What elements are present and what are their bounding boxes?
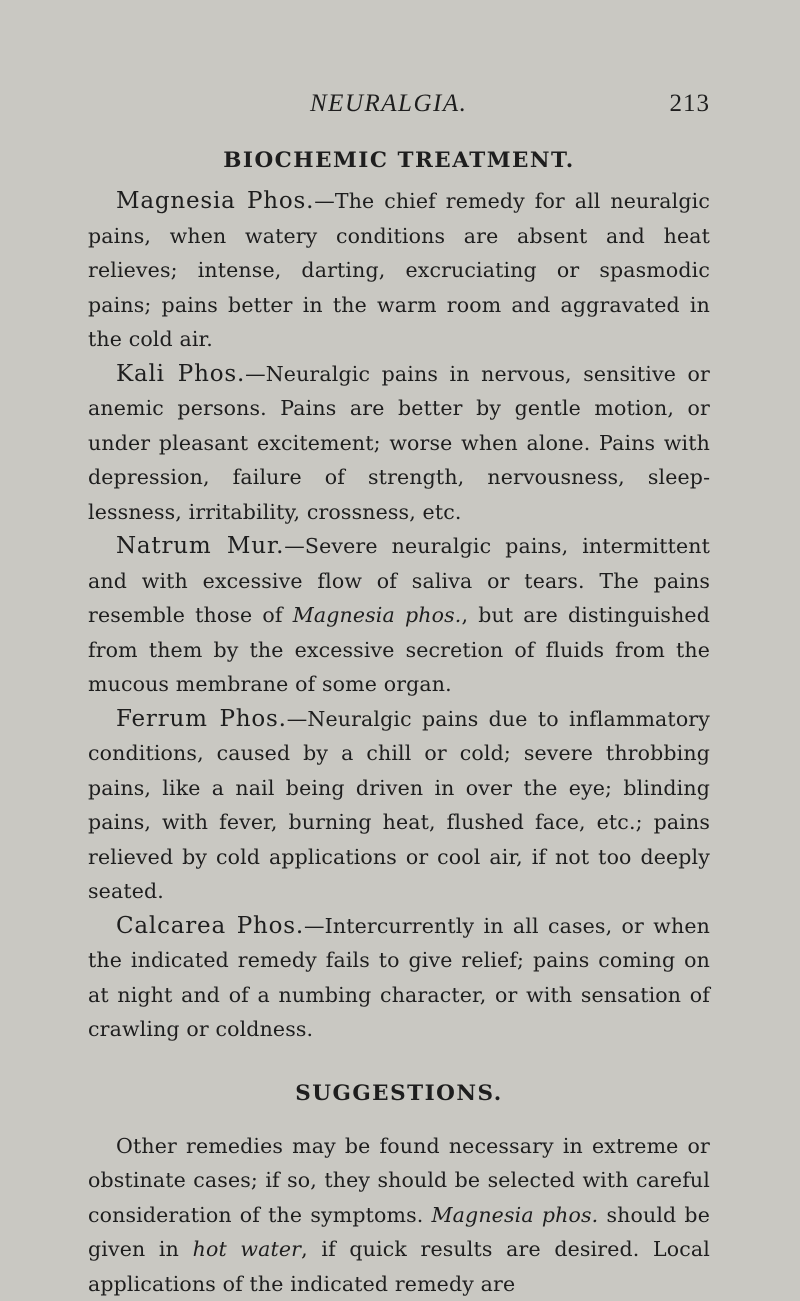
remedy-name: Magnesia Phos. [116, 188, 314, 214]
paragraph-text: —Neuralgic pains in nervous, sensitive or anemic persons. Pains are better by gentle motion, or under pleasant excitement; worse when alone. Pains with depression, failure of strength, nervousness, sleeplessness, irritability, crossness, etc. [88, 362, 710, 524]
paragraph-text: —Neuralgic pains due to inflammatory conditions, caused by a chill or cold; severe throbbing pains, like a nail being driven in over the eye; blinding pains, with fever, burning heat, flushed face, etc.; pains relieved by cold applications or cool air, if not too deeply seated. [88, 707, 710, 904]
section-heading-suggestions: SUGGESTIONS. [88, 1077, 710, 1111]
paragraph-text: should be given in [88, 1203, 710, 1262]
remedy-name: Ferrum Phos. [116, 706, 287, 732]
italic-remedy-reference: Magnesia phos. [293, 603, 462, 627]
remedy-name: Calcarea Phos. [116, 913, 304, 939]
paragraph-text: —Intercurrently in all cases, or when the indicated remedy fails to give relief; pains coming on at night and of a numbing character, or with sensation of crawling or coldness. [88, 914, 710, 1042]
section-heading-biochemic-treatment: BIOCHEMIC TREATMENT. [88, 144, 710, 178]
running-title: NEURALGIA. [310, 90, 467, 118]
book-page [88, 88, 710, 1301]
paragraph-calcarea-phos [88, 909, 710, 1047]
paragraph-text: —The chief remedy for all neuralgic pains, when watery conditions are absent and heat relieves; intense, darting, excruciating or spasmodic pains; pains better in the warm room and aggravated in the cold air. [88, 189, 710, 351]
running-head [88, 88, 710, 132]
paragraph-natrum-mur [88, 529, 710, 702]
paragraph-ferrum-phos [88, 702, 710, 909]
paragraph-suggestions [88, 1129, 710, 1301]
paragraph-text: —Severe neuralgic pains, intermittent and with excessive flow of saliva or tears. The pains resemble those of [88, 534, 710, 627]
italic-remedy-reference: Magnesia phos. [432, 1203, 599, 1227]
paragraph-text: , if quick results are desired. Local applications of the indicated remedy are [88, 1237, 710, 1296]
paragraph-text: , but are distinguished from them by the excessive secretion of fluids from the mucous membrane of some organ. [88, 603, 710, 696]
italic-emphasis: hot water [193, 1237, 302, 1261]
remedy-name: Kali Phos. [116, 361, 245, 387]
paragraph-text: Other remedies may be found necessary in extreme or obstinate cases; if so, they should be selected with careful consideration of the symptoms. [88, 1134, 710, 1227]
paragraph-magnesia-phos [88, 184, 710, 357]
paragraph-kali-phos [88, 357, 710, 530]
remedy-name: Natrum Mur. [116, 533, 284, 559]
page-number: 213 [670, 90, 711, 118]
